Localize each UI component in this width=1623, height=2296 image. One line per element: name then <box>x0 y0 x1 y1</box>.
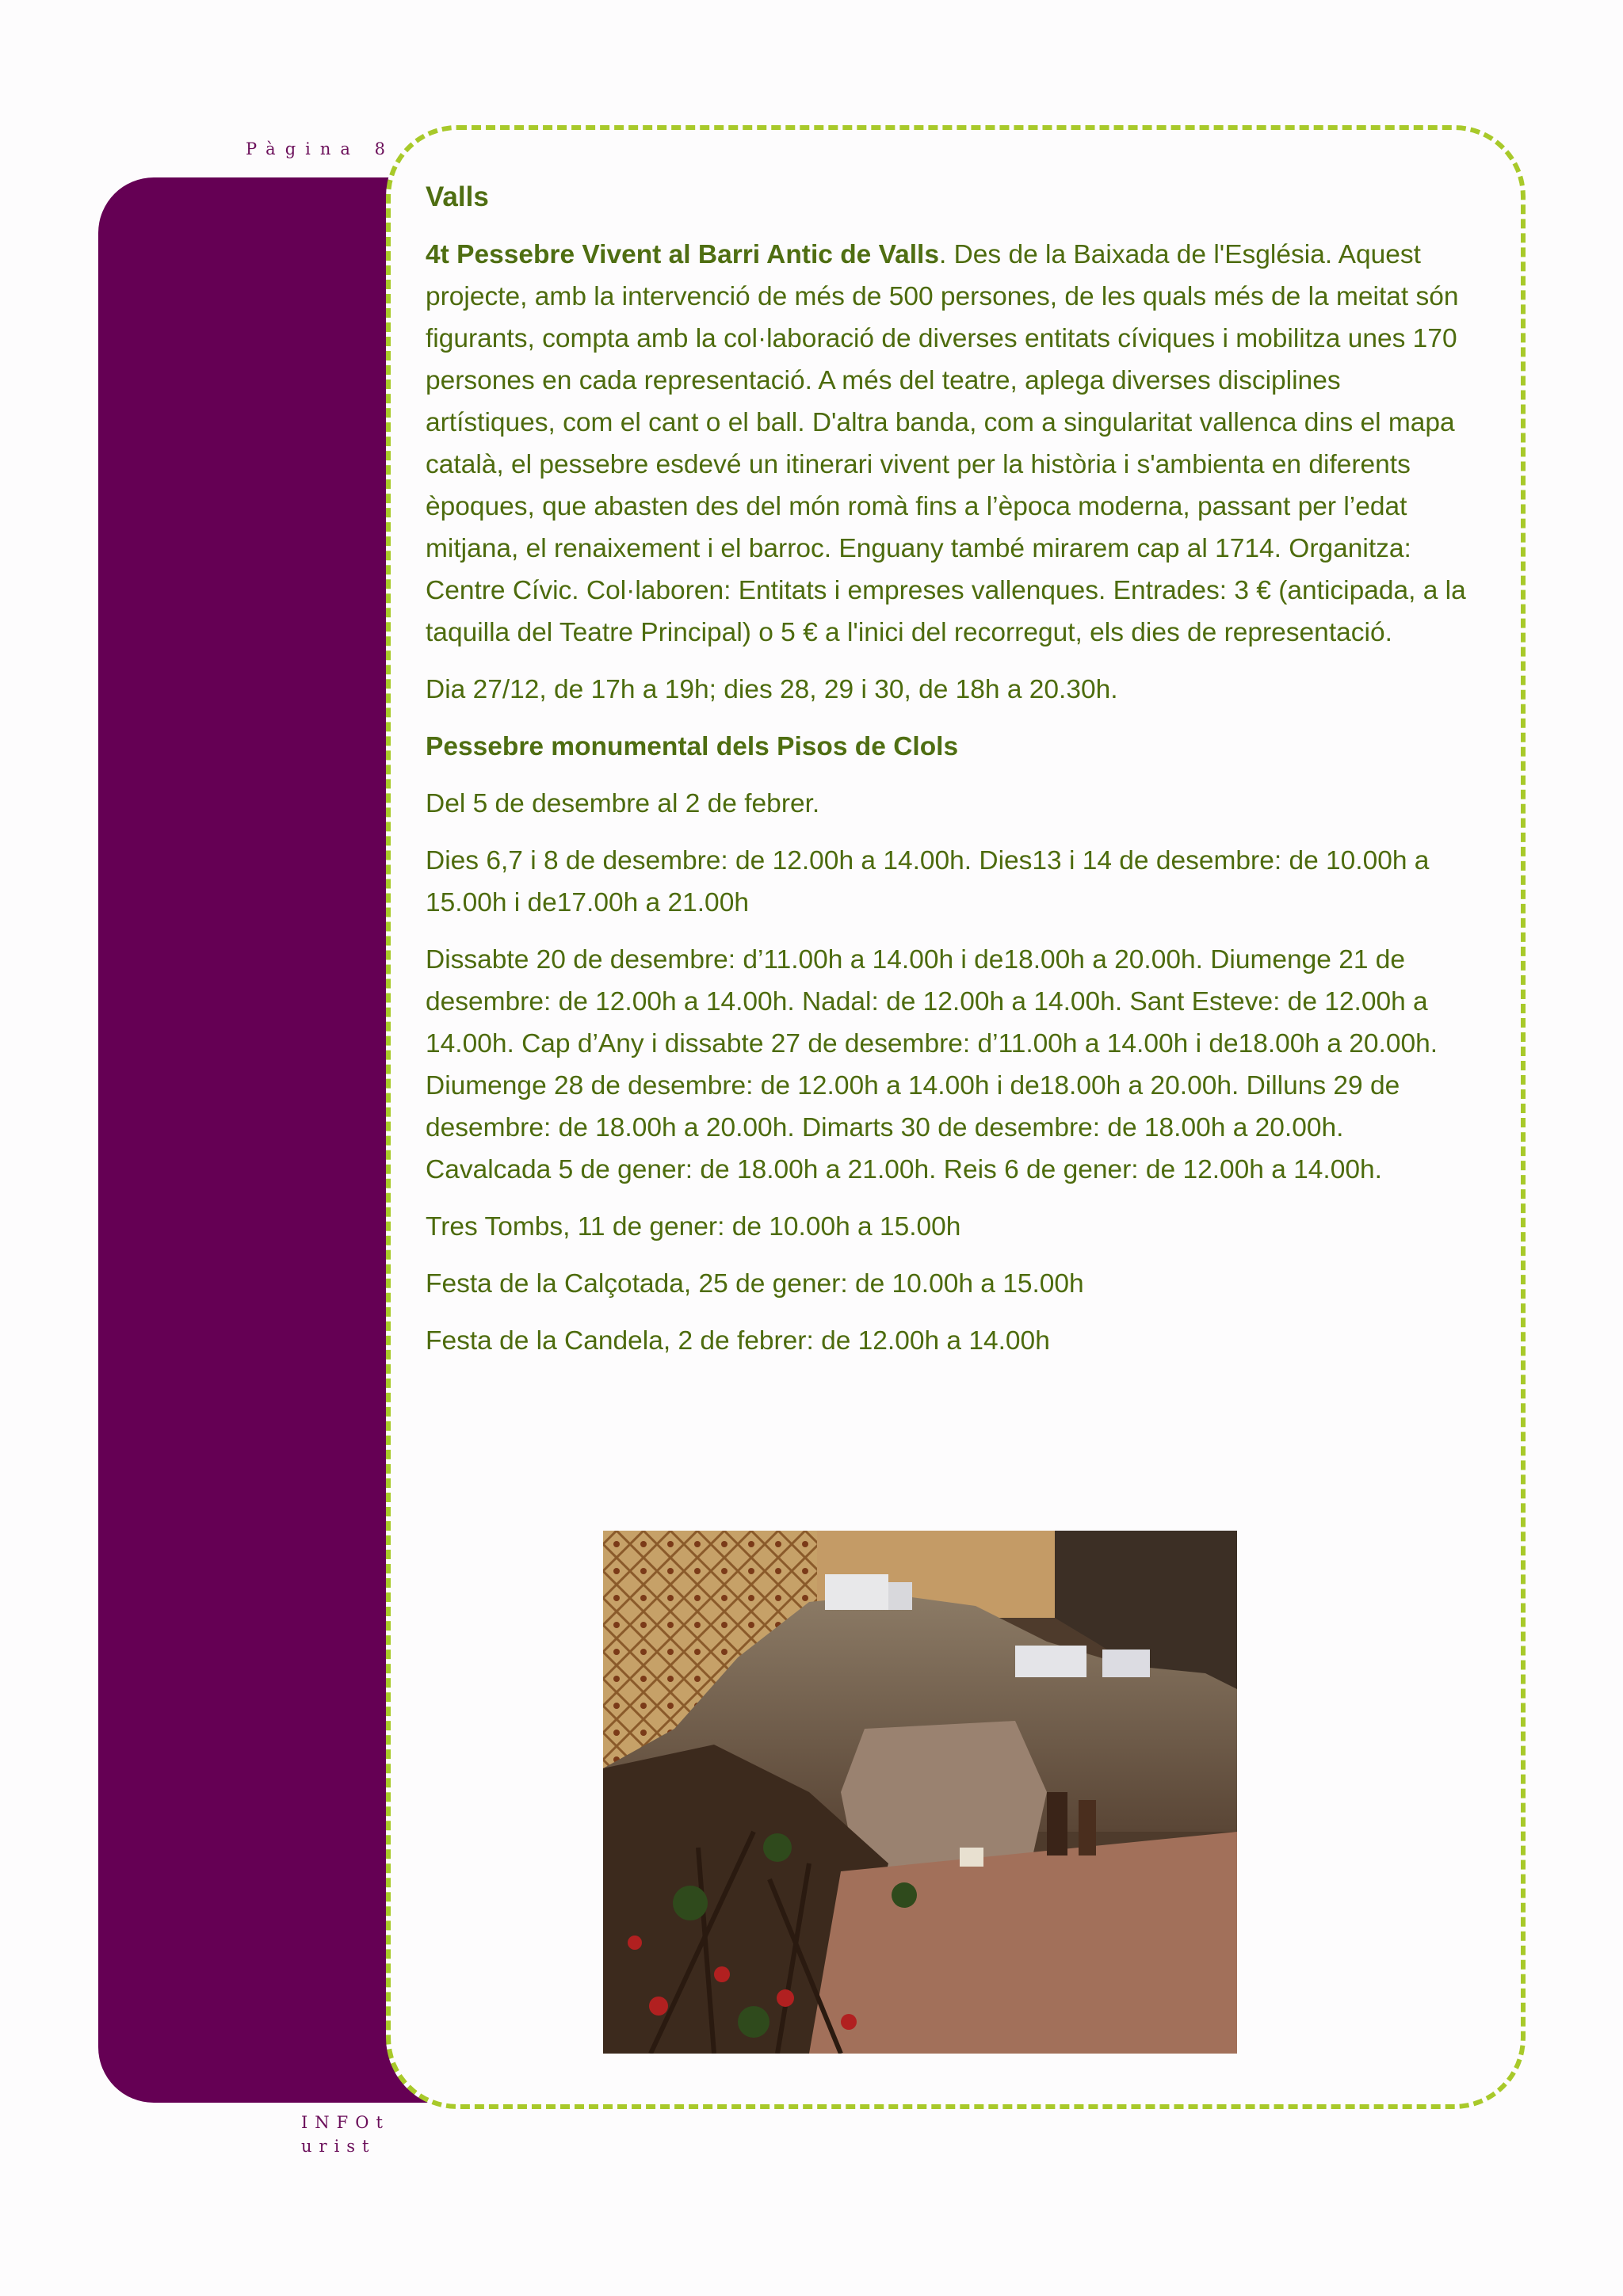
footer-brand-line2: urist <box>301 2137 376 2156</box>
event2-hours-december: Dies 6,7 i 8 de desembre: de 12.00h a 14.00h. Dies13 i 14 de desembre: de 10.00h a 15.00h i de17.00h a 21.00h <box>426 846 1430 917</box>
footer-brand-label <box>301 2111 388 2158</box>
event1-description: . Des de la Baixada de l'Església. Aquest projecte, amb la intervenció de més de 500 persones, de les quals més de la meitat són figurants, compta amb la col·laboració de diverses entitats cíviques i mobilitza unes 170 persones en cada representació. A més del teatre, aplega diverses disciplines artístiques, com el cant o el ball. D'altra banda, com a singularitat vallenca dins el mapa català, el pessebre esdevé un itinerari vivent per la història i s'ambienta en diferents èpoques, que abasten des del món romà fins a l’època moderna, passant per l’edat mitjana, el renaixement i el barroc. Enguany també mirarem cap al 1714. Organitza: Centre Cívic. Col·laboren: Entitats i empreses vallenques. Entrades: 3 € (anticipada, a la taquilla del Teatre Principal) o 5 € a l'inici del recorregut, els dies de representació. <box>426 240 1466 647</box>
event2-dates: Del 5 de desembre al 2 de febrer. <box>426 789 820 818</box>
event2-hours-holidays: Dissabte 20 de desembre: d’11.00h a 14.00h i de18.00h a 20.00h. Diumenge 21 de desembre: de 12.00h a 14.00h. Nadal: de 12.00h a 14.00h. Sant Esteve: de 12.00h a 14.00h. Cap d’Any i dissabte 27 de desembre: d’11.00h a 14.00h i de18.00h a 20.00h. Diumenge 28 de desembre: de 12.00h a 14.00h i de18.00h a 20.00h. Dilluns 29 de desembre: de 18.00h a 20.00h. Dimarts 30 de desembre: de 18.00h a 20.00h. Cavalcada 5 de gener: de 18.00h a 21.00h. Reis 6 de gener: de 12.00h a 14.00h. <box>426 945 1438 1184</box>
event1-schedule: Dia 27/12, de 17h a 19h; dies 28, 29 i 30, de 18h a 20.30h. <box>426 675 1118 704</box>
event2-title: Pessebre monumental dels Pisos de Clols <box>426 732 959 761</box>
section-title: Valls <box>426 181 489 212</box>
event2-candela: Festa de la Candela, 2 de febrer: de 12.00h a 14.00h <box>426 1326 1050 1356</box>
event2-tres-tombs: Tres Tombs, 11 de gener: de 10.00h a 15.00h <box>426 1212 961 1241</box>
event1-title: 4t Pessebre Vivent al Barri Antic de Valls <box>426 240 939 269</box>
page-number-label: Pàgina 8 <box>246 139 395 158</box>
article-body <box>426 176 1472 1377</box>
footer-brand-line1: INFOt <box>301 2113 390 2132</box>
event2-calcotada: Festa de la Calçotada, 25 de gener: de 10.00h a 15.00h <box>426 1269 1084 1299</box>
decorative-purple-band <box>98 177 431 2103</box>
event1-paragraph <box>426 234 1472 654</box>
nativity-scene-photo <box>603 1531 1237 2054</box>
